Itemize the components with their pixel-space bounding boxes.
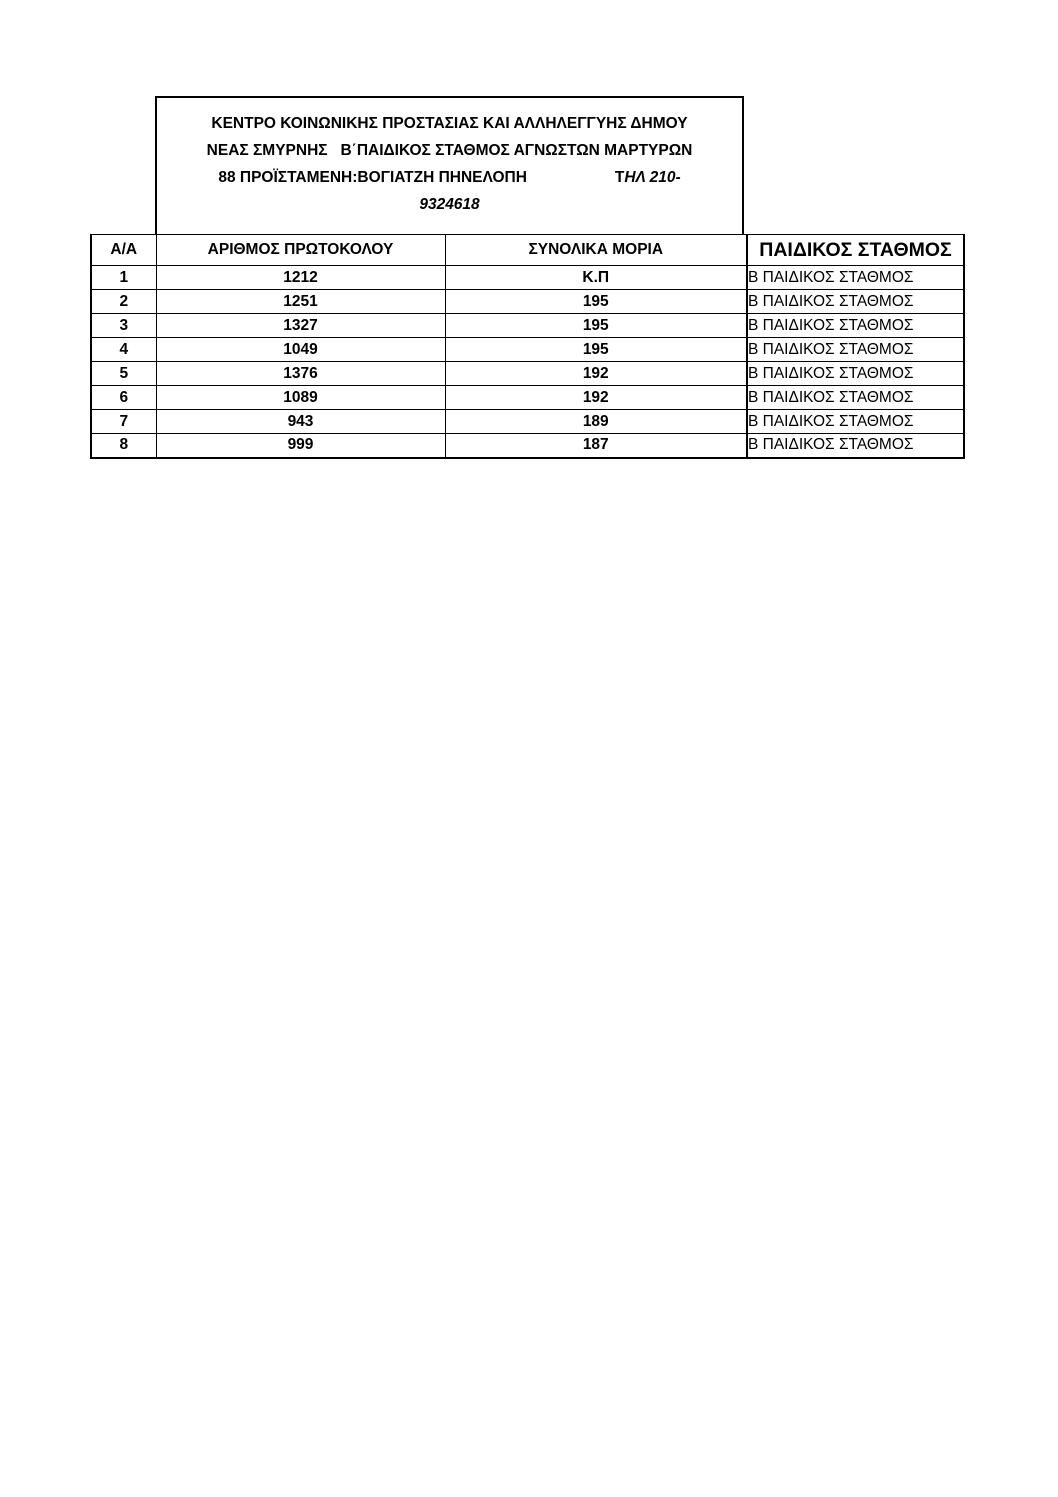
cell-aa: 2	[91, 290, 156, 314]
table-row	[91, 434, 964, 458]
column-header-protocol: ΑΡΙΘΜΟΣ ΠΡΩΤΟΚΟΛΟΥ	[156, 235, 445, 266]
cell-protocol: 1049	[156, 338, 445, 362]
cell-aa: 3	[91, 314, 156, 338]
column-header-aa: Α/Α	[91, 235, 156, 266]
cell-protocol: 1089	[156, 386, 445, 410]
table-row	[91, 314, 964, 338]
cell-points: 195	[445, 290, 747, 314]
cell-protocol: 1327	[156, 314, 445, 338]
cell-points: 189	[445, 410, 747, 434]
cell-protocol: 943	[156, 410, 445, 434]
cell-protocol: 1251	[156, 290, 445, 314]
header-line-2: ΝΕΑΣ ΣΜΥΡΝΗΣ Β΄ΠΑΙΔΙΚΟΣ ΣΤΑΘΜΟΣ ΑΓΝΩΣΤΩΝ ΜΑΡΤΥΡΩΝ	[206, 142, 693, 159]
header-phone-number: 9324618	[419, 196, 480, 213]
document-header	[155, 96, 744, 234]
cell-protocol: 1212	[156, 266, 445, 290]
table-row	[91, 362, 964, 386]
cell-points: Κ.Π	[445, 266, 747, 290]
cell-points: 195	[445, 314, 747, 338]
header-line-3	[157, 164, 742, 191]
cell-station: Β ΠΑΙΔΙΚΟΣ ΣΤΑΘΜΟΣ	[747, 338, 964, 362]
cell-points: 187	[445, 434, 747, 458]
cell-station: Β ΠΑΙΔΙΚΟΣ ΣΤΑΘΜΟΣ	[747, 410, 964, 434]
header-supervisor: 88 ΠΡΟΪΣΤΑΜΕΝΗ:ΒΟΓΙΑΤΖΗ ΠΗΝΕΛΟΠΗ	[218, 169, 527, 186]
cell-station: Β ΠΑΙΔΙΚΟΣ ΣΤΑΘΜΟΣ	[747, 314, 964, 338]
cell-station: Β ΠΑΙΔΙΚΟΣ ΣΤΑΘΜΟΣ	[747, 362, 964, 386]
header-phone-label: ΗΛ 210-	[624, 169, 681, 186]
table-row	[91, 410, 964, 434]
cell-aa: 4	[91, 338, 156, 362]
cell-protocol: 999	[156, 434, 445, 458]
cell-points: 192	[445, 386, 747, 410]
cell-points: 192	[445, 362, 747, 386]
table-header-row	[91, 235, 964, 266]
cell-station: Β ΠΑΙΔΙΚΟΣ ΣΤΑΘΜΟΣ	[747, 266, 964, 290]
cell-aa: 5	[91, 362, 156, 386]
table-row	[91, 266, 964, 290]
table-row	[91, 338, 964, 362]
table-row	[91, 386, 964, 410]
cell-points: 195	[445, 338, 747, 362]
cell-aa: 8	[91, 434, 156, 458]
cell-station: Β ΠΑΙΔΙΚΟΣ ΣΤΑΘΜΟΣ	[747, 386, 964, 410]
cell-protocol: 1376	[156, 362, 445, 386]
column-header-points: ΣΥΝΟΛΙΚΑ ΜΟΡΙΑ	[445, 235, 747, 266]
cell-station: Β ΠΑΙΔΙΚΟΣ ΣΤΑΘΜΟΣ	[747, 290, 964, 314]
cell-aa: 6	[91, 386, 156, 410]
table-row	[91, 290, 964, 314]
header-line-1: ΚΕΝΤΡΟ ΚΟΙΝΩΝΙΚΗΣ ΠΡΟΣΤΑΣΙΑΣ ΚΑΙ ΑΛΛΗΛΕΓΓΥΗΣ ΔΗΜΟΥ	[211, 115, 688, 132]
cell-station: Β ΠΑΙΔΙΚΟΣ ΣΤΑΘΜΟΣ	[747, 434, 964, 458]
column-header-station: ΠΑΙΔΙΚΟΣ ΣΤΑΘΜΟΣ	[747, 235, 964, 266]
applicants-table	[90, 234, 965, 459]
header-phone-prefix: Τ	[614, 169, 625, 186]
cell-aa: 7	[91, 410, 156, 434]
cell-aa: 1	[91, 266, 156, 290]
